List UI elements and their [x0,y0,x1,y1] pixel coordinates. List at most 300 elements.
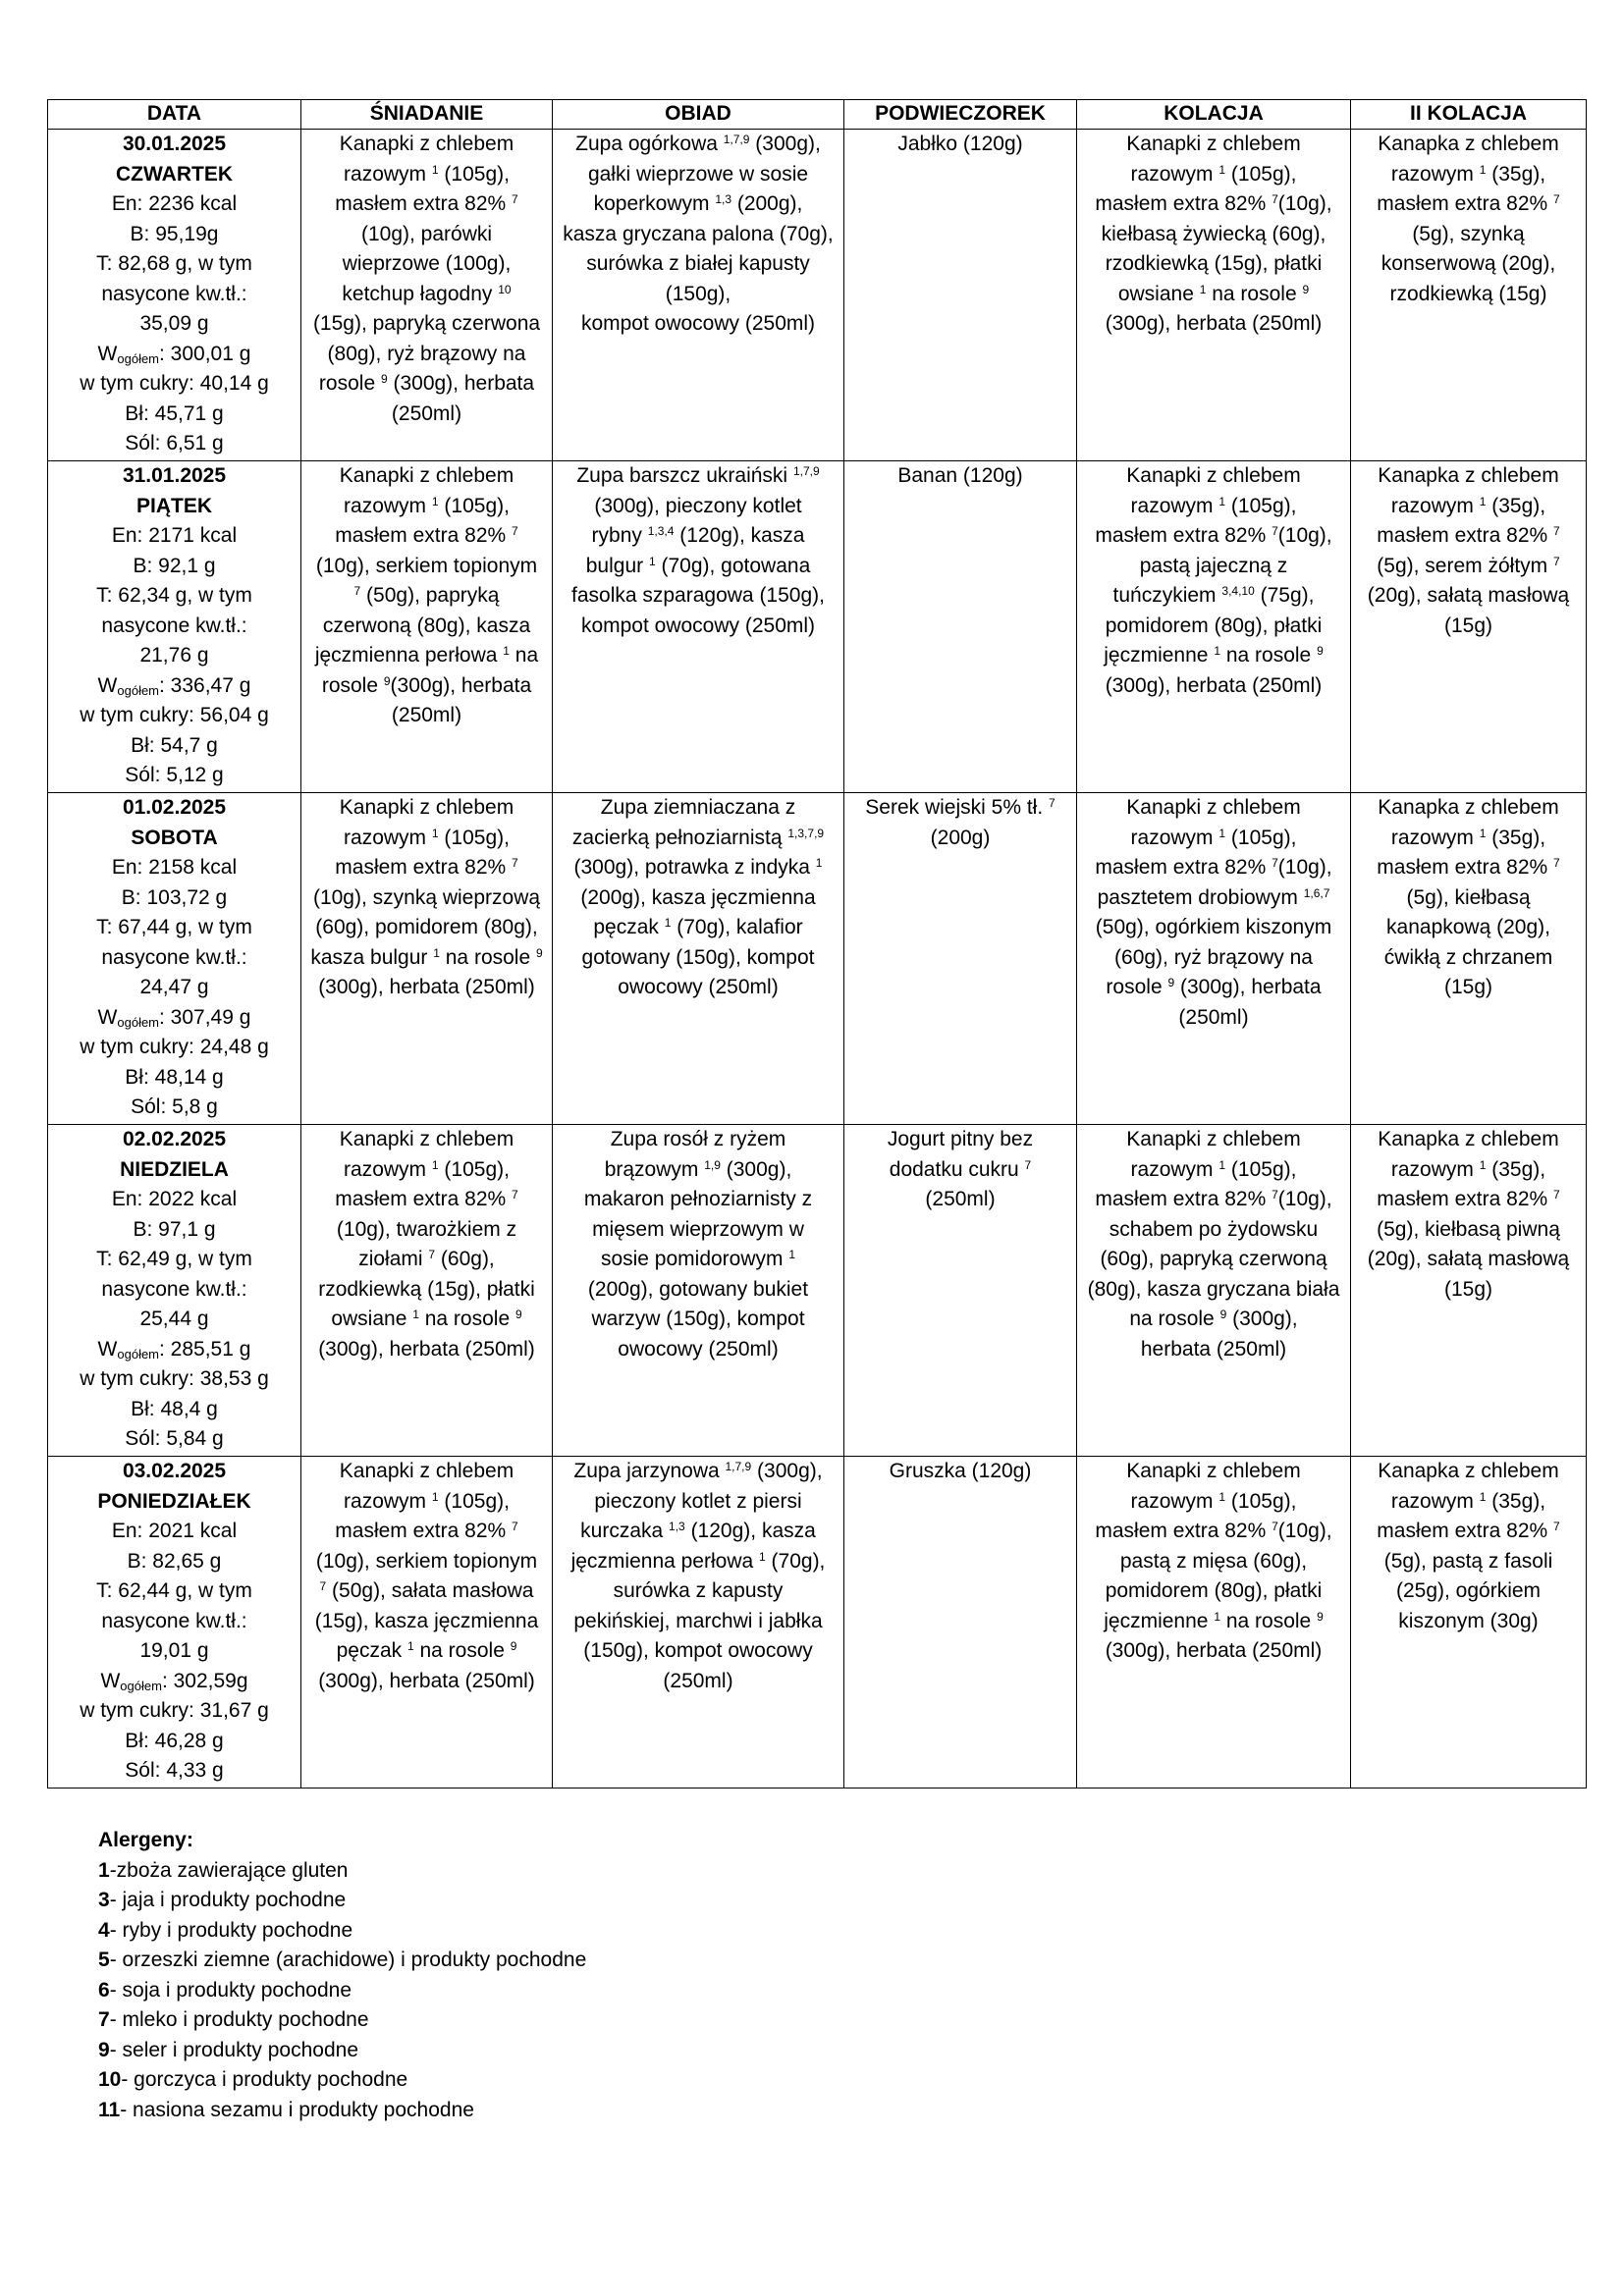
meal-text: tuńczykiem [1112,584,1222,607]
nutrition-nas2: 21,76 g [139,644,209,667]
meal-text: (5g), pastą z fasoli [1383,1549,1553,1573]
meal-text: masłem extra 82% [1095,192,1272,215]
allergen-mark: 7 [1553,1520,1560,1533]
allergen-mark: 1,7,9 [723,133,750,146]
meal-line [1080,521,1347,552]
allergen-mark: 7 [512,524,518,538]
allergen-mark: 1 [431,1489,439,1504]
meal-text: (15g) [1443,976,1493,998]
allergen-mark: 1 [1214,1609,1220,1624]
meal-line [1080,671,1347,702]
meal-line [1080,280,1347,310]
nutrition-nas1: nasycone kw.tł.: [101,1609,247,1632]
allergen-mark: 7 [1553,856,1560,870]
header-dinner: KOLACJA [1077,100,1351,130]
nutrition-carbs [51,1003,298,1034]
meal-line [1354,824,1583,854]
meal-text: masłem extra 82% [335,524,513,547]
meal-text: razowym [1390,1489,1480,1513]
meal-line [556,160,840,190]
allergen-item [98,2005,586,2036]
allergen-mark: 7 [1553,524,1560,538]
meal-text: rybny [591,524,648,547]
allergen-mark: 1 [1479,494,1487,508]
allergen-mark: 1 [788,1248,796,1261]
meal-text: pasztetem drobiowym [1097,885,1304,909]
breakfast-cell [301,461,553,793]
meal-line [1354,461,1583,492]
meal-text: (300g), herbata (250ml) [1105,312,1323,335]
meal-line [847,1457,1073,1487]
meal-line [1080,612,1347,642]
meal-line [556,853,840,883]
meal-line [1080,793,1347,824]
carbs-subscript: ogółem [117,1346,160,1362]
meal-line [1080,1487,1347,1518]
meal-text: kompot owocowy (250ml) [580,312,816,335]
meal-text: (300g), [720,1157,792,1181]
meal-line [304,1305,549,1335]
meal-line [1354,130,1583,160]
meal-text: (25g), ogórkiem [1395,1579,1542,1602]
meal-text: makaron pełnoziarnisty z [583,1188,813,1210]
date-cell [48,461,301,793]
meal-text: (10g), [1277,1520,1332,1542]
meal-text: (300g), herbata (250ml) [1105,673,1323,697]
header-date: DATA [48,100,301,130]
allergen-mark: 1 [433,945,440,960]
allergen-number: 11 [98,2098,121,2121]
nutrition-cukry: w tym cukry: 31,67 g [80,1699,269,1722]
meal-text: razowym [344,494,432,517]
allergen-mark: 1 [1479,162,1487,177]
meal-text: masłem extra 82% [1377,1520,1554,1542]
nutrition-cukry: w tym cukry: 38,53 g [80,1367,269,1390]
meal-text: warzyw (150g), kompot [591,1308,805,1330]
allergen-mark: 1 [431,494,439,508]
meal-line [556,943,840,974]
meal-text: owsiane [331,1308,413,1330]
meal-text: na rosole [439,945,536,969]
meal-line [556,280,840,310]
meal-line [304,1215,549,1246]
allergen-mark: 1 [412,1308,419,1321]
second-dinner-cell [1351,461,1587,793]
meal-text: razowym [1390,494,1480,517]
second-dinner-cell [1351,793,1587,1125]
nutrition-sol: Sól: 5,8 g [131,1095,218,1118]
meal-text: (60g), ryż brązowy na [1114,945,1313,969]
allergen-item [98,1916,586,1947]
allergen-mark: 1 [1479,1157,1487,1172]
meal-line [1080,1636,1347,1667]
meal-text: dodatku cukru [889,1157,1025,1181]
meal-line [1080,130,1347,160]
meal-line [1354,1547,1583,1577]
meal-text: (5g), serem żółtym [1377,554,1553,577]
meal-line [1080,492,1347,522]
meal-line [1080,1607,1347,1637]
meal-line [1080,189,1347,220]
nutrition-bl: Bł: 54,7 g [131,733,218,757]
meal-text: (20g), sałatą masłową [1367,1248,1570,1270]
meal-text: (300g), herbata (250ml) [1105,1639,1323,1662]
meal-line [847,461,1073,492]
meal-line [556,1275,840,1306]
meal-text: herbata (250ml) [1140,1337,1287,1361]
meal-line [556,249,840,280]
meal-line [1354,1125,1583,1155]
allergen-mark: 9 [510,1639,517,1653]
meal-text: kanapkową (20g), [1386,916,1550,938]
meal-text: Kanapka z chlebem [1378,133,1559,155]
meal-text: (105g), [438,162,510,186]
allergen-mark: 7 [1272,192,1278,206]
meal-text: (15g) [1443,614,1493,637]
weekday: CZWARTEK [116,162,233,186]
meal-line [556,1215,840,1246]
meal-text: razowym [344,1489,432,1513]
meal-line [1080,1335,1347,1365]
allergen-number: 1 [98,1858,110,1882]
nutrition-b: B: 92,1 g [133,554,216,577]
meal-line [556,130,840,160]
meal-line [1080,309,1347,340]
allergen-mark: 7 [512,1520,518,1533]
meal-line [304,581,549,612]
header-breakfast: ŚNIADANIE [301,100,553,130]
day-row [48,793,1587,1125]
allergens-legend [98,1826,586,2125]
meal-line [1080,1275,1347,1306]
meal-line [556,793,840,824]
nutrition-t: T: 67,44 g, w tym [96,916,252,938]
meal-line [556,883,840,914]
allergen-mark: 1,3 [669,1520,685,1533]
meal-line [556,1125,840,1155]
meal-text: (50g), ogórkiem kiszonym [1095,916,1332,938]
nutrition-sol: Sól: 5,12 g [125,764,224,786]
meal-text: (300g), [751,1460,823,1482]
second-dinner-cell [1351,130,1587,461]
meal-line [1080,1245,1347,1275]
allergen-mark: 7 [512,856,518,870]
day-row [48,1125,1587,1457]
meal-text: na rosole [1206,282,1303,305]
meal-line [1354,552,1583,582]
meal-text: kiszonym (30g) [1398,1609,1539,1632]
meal-text: na rosole [418,1308,515,1330]
meal-line [1080,883,1347,914]
meal-text: masłem extra 82% [1095,1520,1272,1542]
meal-text: (10g), [1277,1188,1332,1210]
meal-text: (35g), [1486,1157,1546,1181]
meal-text: (35g), [1486,826,1546,849]
date-cell [48,1125,301,1457]
meal-line [847,1185,1073,1215]
allergen-number: 9 [98,2038,110,2061]
allergen-description: - ryby i produkty pochodne [109,1918,353,1942]
meal-text: (15g), papryką czerwona [312,312,541,335]
allergen-mark: 9 [383,673,391,688]
breakfast-cell [301,1125,553,1457]
allergen-list [98,1856,586,2126]
allergen-mark: 9 [380,372,388,386]
meal-line [304,1125,549,1155]
meal-text: na rosole [1220,1609,1318,1632]
meal-line [304,461,549,492]
date-cell [48,793,301,1125]
meal-text: owocowy (250ml) [618,1337,779,1361]
allergen-mark: 7 [1049,796,1056,810]
meal-text: pieczony kotlet z piersi [594,1489,802,1513]
meal-text: Kanapka z chlebem [1378,464,1559,487]
meal-text: gotowany (150g), kompot [581,945,815,969]
meal-line [1354,913,1583,943]
meal-line [1080,1457,1347,1487]
meal-line [847,1155,1073,1186]
meal-line [1354,249,1583,280]
menu-body [48,130,1587,1789]
meal-line [847,793,1073,824]
meal-line [304,973,549,1003]
meal-text: Jabłko (120g) [897,133,1023,155]
meal-line [304,340,549,370]
meal-text: (250ml) [1178,1005,1249,1029]
meal-text: Zupa rosół z ryżem [610,1128,786,1150]
allergen-mark: 9 [514,1308,522,1321]
meal-text: razowym [344,1157,432,1181]
carbs-subscript: ogółem [117,350,160,366]
meal-text: (60g), [435,1248,495,1270]
meal-text: razowym [1130,826,1219,849]
meal-line [556,824,840,854]
meal-text: (200g), gotowany bukiet [587,1277,809,1301]
meal-line [1354,492,1583,522]
dinner-cell [1077,130,1351,461]
meal-line [304,1517,549,1547]
meal-text: masłem extra 82% [335,1188,513,1210]
meal-line [304,883,549,914]
header-second-dinner: II KOLACJA [1351,100,1587,130]
nutrition-sol: Sól: 6,51 g [125,432,224,454]
meal-text: (15g), kasza jęczmienna [314,1609,539,1632]
meal-text: kurczaka [580,1520,670,1542]
menu-table [47,99,1587,1789]
nutrition-cukry: w tym cukry: 56,04 g [80,704,269,726]
meal-text: (105g), [438,494,510,517]
meal-line [1354,220,1583,250]
meal-text: masłem extra 82% [1377,524,1554,547]
meal-line [304,552,549,582]
meal-line [304,400,549,430]
nutrition-nas1: nasycone kw.tł.: [101,282,247,305]
meal-line [847,1125,1073,1155]
meal-text: (300g), potrawka z indyka [573,856,816,879]
meal-text: (300g), herbata [1174,976,1322,998]
meal-text: kiełbasą żywiecką (60g), [1101,222,1326,245]
meal-line [304,913,549,943]
meal-text: mięsem wieprzowym w [592,1217,804,1241]
allergen-mark: 9 [1317,644,1324,658]
afternoon-snack-cell [844,461,1077,793]
meal-text: pomidorem (80g), płatki [1105,1579,1323,1602]
meal-line [1354,943,1583,974]
meal-line [304,793,549,824]
meal-text: masłem extra 82% [1377,192,1554,215]
meal-text: owsiane [1117,282,1200,305]
meal-text: jęczmienna perłowa [570,1549,760,1573]
meal-text: razowym [1390,162,1480,186]
carbs-value: : 300,01 g [159,342,251,365]
allergen-item [98,1976,586,2006]
meal-line [1354,1457,1583,1487]
meal-line [556,1185,840,1215]
meal-line [556,492,840,522]
meal-text: ziołami [358,1248,429,1270]
meal-line [556,1305,840,1335]
meal-text: (5g), kiełbasą piwną [1377,1217,1560,1241]
meal-line [1354,883,1583,914]
meal-line [1080,853,1347,883]
allergen-mark: 9 [1302,282,1310,296]
meal-text: masłem extra 82% [1377,856,1554,879]
meal-line [1354,280,1583,310]
allergen-mark: 1 [1479,1489,1487,1504]
meal-line [847,130,1073,160]
allergen-mark: 1,7,9 [725,1460,752,1473]
allergen-description: - mleko i produkty pochodne [109,2008,369,2031]
meal-line [1080,641,1347,671]
allergen-item [98,2036,586,2066]
meal-text: (300g), herbata (250ml) [318,1669,535,1692]
meal-line [304,1275,549,1306]
meal-line [1354,973,1583,1003]
meal-line [556,1636,840,1667]
meal-text: masłem extra 82% [1095,856,1272,879]
meal-text: (10g), parówki [360,222,493,245]
carbs-subscript: ogółem [120,1678,162,1693]
meal-line [304,824,549,854]
meal-text: razowym [1130,1489,1219,1513]
meal-text: gałki wieprzowe w sosie [587,162,809,186]
meal-text: pęczak [593,916,665,938]
meal-text: Kanapka z chlebem [1378,796,1559,819]
meal-text: rosole [318,372,381,395]
weekday: NIEDZIELA [120,1157,229,1181]
meal-text: surówka z kapusty [613,1579,784,1602]
allergen-description: - orzeszki ziemne (arachidowe) i produkty pochodne [109,1949,587,1971]
meal-text: pekińskiej, marchwi i jabłka [573,1609,823,1632]
meal-line [304,1667,549,1697]
meal-text: zacierką pełnoziarnistą [571,826,788,849]
meal-text: razowym [344,826,432,849]
weekday: PIĄTEK [135,494,212,517]
meal-text: kasza gryczana palona (70g), [563,222,834,245]
meal-text: (10g), serkiem topionym [315,1549,538,1573]
meal-line [1080,249,1347,280]
meal-text: Kanapki z chlebem [1126,796,1301,819]
meal-text: wieprzowe (100g), [342,252,512,275]
meal-text: ćwikłą z chrzanem [1383,945,1553,969]
allergen-mark: 7 [512,192,518,206]
meal-line [556,1576,840,1607]
meal-line [1080,1305,1347,1335]
date-cell [48,1457,301,1789]
meal-text: Banan (120g) [897,464,1023,487]
allergen-mark: 1 [1214,644,1220,658]
meal-line [304,701,549,731]
allergen-mark: 9 [535,945,543,960]
meal-text: jęczmienna perłowa [314,644,504,667]
header-lunch: OBIAD [553,100,844,130]
allergen-mark: 9 [1167,976,1175,989]
allergen-mark: 1 [1218,1157,1226,1172]
allergen-mark: 1 [1218,826,1226,840]
day-row [48,130,1587,461]
meal-line [304,612,549,642]
meal-text: surówka z białej kapusty [586,252,810,275]
allergen-mark: 1,7,9 [792,464,820,478]
meal-text: (120g), kasza [674,524,805,547]
allergen-number: 6 [98,1978,110,2002]
nutrition-t: T: 82,68 g, w tym [96,252,252,275]
nutrition-nas2: 25,44 g [139,1308,209,1330]
allergen-number: 10 [98,2068,122,2091]
allergen-mark: 7 [1272,856,1278,870]
allergen-mark: 1 [664,916,672,930]
date: 30.01.2025 [122,133,227,155]
meal-text: na rosole [1220,644,1318,667]
meal-line [1354,1517,1583,1547]
meal-text: Gruszka (120g) [889,1460,1032,1482]
carbs-value: : 336,47 g [159,673,251,697]
nutrition-sol: Sól: 4,33 g [125,1759,224,1782]
nutrition-t: T: 62,44 g, w tym [96,1579,252,1602]
allergen-mark: 7 [1024,1157,1032,1172]
allergen-item [98,1856,586,1887]
allergen-item [98,1886,586,1916]
meal-line [1080,913,1347,943]
meal-text: razowym [1130,1157,1219,1181]
allergen-mark: 3,4,10 [1221,584,1255,598]
meal-line [1080,581,1347,612]
meal-text: (300g), pieczony kotlet [594,494,802,517]
meal-line [304,943,549,974]
meal-text: (150g), kompot owocowy [583,1639,813,1662]
meal-line [304,1607,549,1637]
meal-line [304,853,549,883]
date: 02.02.2025 [122,1128,227,1150]
allergen-mark: 7 [428,1248,436,1261]
meal-line [304,1335,549,1365]
meal-line [1080,1125,1347,1155]
meal-text: (50g), papryką [360,584,500,607]
meal-text: Kanapki z chlebem [1126,464,1301,487]
meal-text: (105g), [438,1157,510,1181]
meal-line [304,280,549,310]
meal-text: (60g), pomidorem (80g), [315,916,538,938]
meal-text: masłem extra 82% [335,192,513,215]
meal-text: Kanapki z chlebem [339,1460,514,1482]
allergen-number: 7 [98,2008,110,2031]
weekday: PONIEDZIAŁEK [97,1489,251,1513]
meal-line [1080,461,1347,492]
meal-text: jęczmienne [1104,644,1215,667]
meal-line [304,671,549,702]
nutrition-en: En: 2171 kcal [111,524,238,547]
meal-text: (70g), gotowana [655,554,811,577]
